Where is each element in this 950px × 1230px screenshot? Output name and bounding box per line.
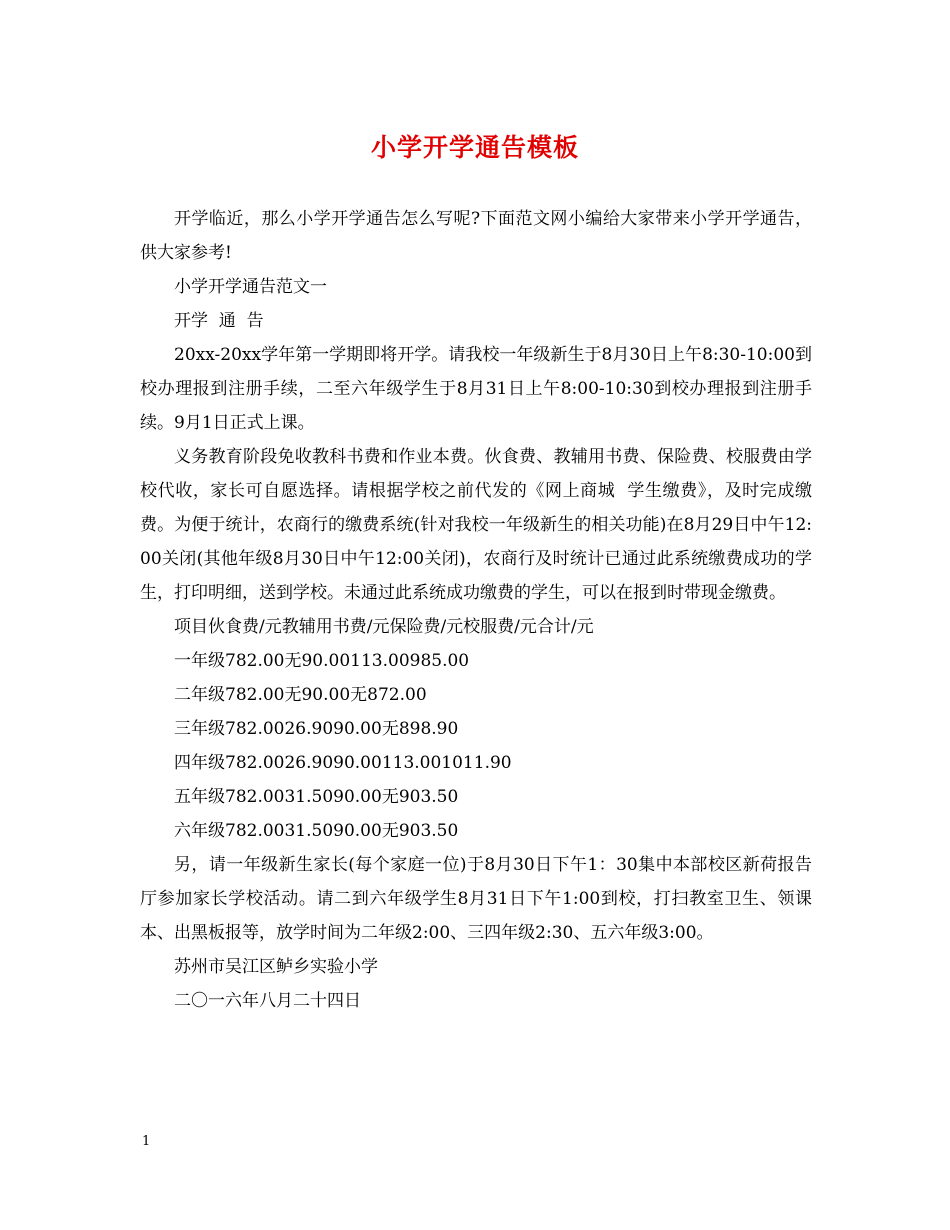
- fees-paragraph: 义务教育阶段免收教科书费和作业本费。伙食费、教辅用书费、保险费、校服费由学校代收，家长可自愿选择。请根据学校之前代发的《网上商城 学生缴费》，及时完成缴费。为便于统计，农商行的缴费系统(针对我校一年级新生的相关功能)在8月29日中午12:00关闭(其他年级8月30日中午12:00关闭)，农商行及时统计已通过此系统缴费成功的学生，打印明细，送到学校。未通过此系统成功缴费的学生，可以在报到时带现金缴费。: [140, 447, 812, 603]
- fee-row-grade-4: 四年级782.0026.9090.00113.001011.90: [174, 753, 512, 773]
- notice-date: 二〇一六年八月二十四日: [174, 991, 361, 1011]
- fee-row-grade-1: 一年级782.00无90.00113.00985.00: [174, 651, 470, 671]
- document-body: [140, 202, 812, 1018]
- page-number: 1: [142, 1134, 151, 1149]
- registration-paragraph: 20xx-20xx学年第一学期即将开学。请我校一年级新生于8月30日上午8:30-10:00到校办理报到注册手续，二至六年级学生于8月31日上午8:00-10:30到校办理报到注册手续。9月1日正式上课。: [140, 345, 812, 433]
- document-title: 小学开学通告模板: [370, 133, 579, 162]
- school-signature: 苏州市吴江区鲈乡实验小学: [174, 957, 378, 977]
- fee-table-header: 项目伙食费/元教辅用书费/元保险费/元校服费/元合计/元: [174, 617, 594, 637]
- fee-row-grade-5: 五年级782.0031.5090.00无903.50: [174, 787, 459, 807]
- fee-row-grade-2: 二年级782.00无90.00无872.00: [174, 685, 427, 705]
- intro-paragraph: 开学临近，那么小学开学通告怎么写呢?下面范文网小编给大家带来小学开学通告，供大家参考!: [140, 209, 812, 263]
- fee-row-grade-6: 六年级782.0031.5090.00无903.50: [174, 821, 459, 841]
- parents-activity-paragraph: 另，请一年级新生家长(每个家庭一位)于8月30日下午1：30集中本部校区新荷报告厅参加家长学校活动。请二到六年级学生8月31日下午1:00到校，打扫教室卫生、领课本、出黑板报等，放学时间为二年级2:00、三四年级2:30、五六年级3:00。: [140, 855, 812, 943]
- fee-row-grade-3: 三年级782.0026.9090.00无898.90: [174, 719, 459, 739]
- notice-heading: 开学 通 告: [174, 311, 264, 331]
- section-heading: 小学开学通告范文一: [174, 277, 327, 297]
